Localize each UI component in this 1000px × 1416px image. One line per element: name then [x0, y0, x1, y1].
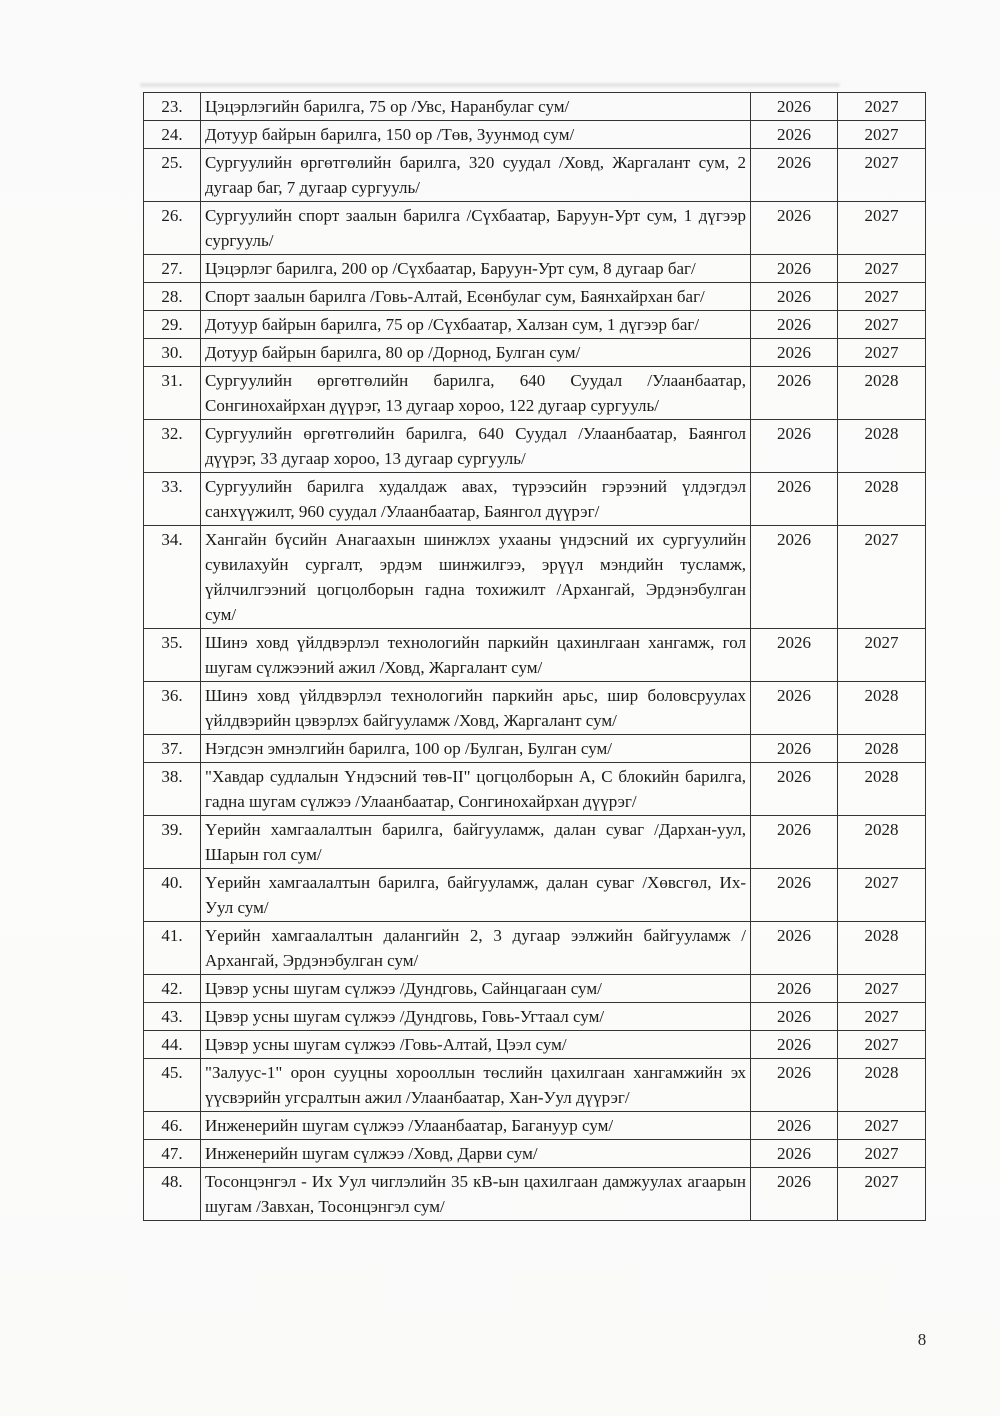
row-start-year: 2026	[751, 367, 838, 420]
row-description: Инженерийн шугам сүлжээ /Ховд, Дарви сум/	[201, 1140, 751, 1168]
row-number: 42.	[144, 975, 201, 1003]
row-start-year: 2026	[751, 339, 838, 367]
row-end-year: 2028	[838, 1059, 926, 1112]
row-number: 34.	[144, 526, 201, 629]
row-end-year: 2027	[838, 1140, 926, 1168]
table-row	[144, 1112, 926, 1140]
table-row	[144, 526, 926, 629]
row-number: 27.	[144, 255, 201, 283]
row-description: Спорт заалын барилга /Говь-Алтай, Есөнбулаг сум, Баянхайрхан баг/	[201, 283, 751, 311]
row-start-year: 2026	[751, 1003, 838, 1031]
table-row	[144, 629, 926, 682]
row-description: Хангайн бүсийн Анагаахын шинжлэх ухааны үндэсний их сургуулийн сувилахуйн сургалт, эрдэм шинжилгээ, эрүүл мэндийн тусламж, үйлчилгээний цогцолборын гадна тохижилт /Архангай, Эрдэнэбулган сум/	[201, 526, 751, 629]
row-number: 29.	[144, 311, 201, 339]
table-row	[144, 420, 926, 473]
row-start-year: 2026	[751, 975, 838, 1003]
row-number: 26.	[144, 202, 201, 255]
row-description: Дотуур байрын барилга, 80 ор /Дорнод, Булган сум/	[201, 339, 751, 367]
row-description: Шинэ ховд үйлдвэрлэл технологийн паркийн цахинлгаан хангамж, гол шугам сүлжээний ажил /Ховд, Жаргалант сум/	[201, 629, 751, 682]
row-number: 45.	[144, 1059, 201, 1112]
row-end-year: 2027	[838, 311, 926, 339]
row-start-year: 2026	[751, 283, 838, 311]
scan-artifact-line	[140, 83, 840, 87]
row-description: Шинэ ховд үйлдвэрлэл технологийн паркийн арьс, шир боловсруулах үйлдвэрийн цэвэрлэх байгууламж /Ховд, Жаргалант сум/	[201, 682, 751, 735]
row-start-year: 2026	[751, 311, 838, 339]
row-start-year: 2026	[751, 255, 838, 283]
projects-table-body	[144, 93, 926, 1221]
row-end-year: 2028	[838, 763, 926, 816]
table-row	[144, 339, 926, 367]
row-start-year: 2026	[751, 1059, 838, 1112]
row-number: 35.	[144, 629, 201, 682]
row-number: 40.	[144, 869, 201, 922]
row-number: 30.	[144, 339, 201, 367]
row-end-year: 2027	[838, 93, 926, 121]
projects-table	[143, 92, 926, 1221]
row-start-year: 2026	[751, 682, 838, 735]
page-number: 8	[917, 1330, 927, 1349]
table-row	[144, 311, 926, 339]
row-description: Үерийн хамгаалалтын далангийн 2, 3 дугаар ээлжийн байгууламж /Архангай, Эрдэнэбулган сум/	[201, 922, 751, 975]
row-end-year: 2027	[838, 1031, 926, 1059]
row-end-year: 2028	[838, 473, 926, 526]
row-start-year: 2026	[751, 526, 838, 629]
row-number: 28.	[144, 283, 201, 311]
row-end-year: 2027	[838, 1003, 926, 1031]
row-description: Сургуулийн өргөтгөлийн барилга, 640 Суудал /Улаанбаатар, Баянгол дүүрэг, 33 дугаар хороо, 13 дугаар сургууль/	[201, 420, 751, 473]
row-start-year: 2026	[751, 1168, 838, 1221]
table-row	[144, 1003, 926, 1031]
row-number: 46.	[144, 1112, 201, 1140]
table-row	[144, 869, 926, 922]
row-description: Цэвэр усны шугам сүлжээ /Дундговь, Сайнцагаан сум/	[201, 975, 751, 1003]
row-end-year: 2028	[838, 682, 926, 735]
table-row	[144, 975, 926, 1003]
row-description: Цэвэр усны шугам сүлжээ /Дундговь, Говь-Угтаал сум/	[201, 1003, 751, 1031]
table-row	[144, 922, 926, 975]
row-number: 43.	[144, 1003, 201, 1031]
row-description: Тосонцэнгэл - Их Уул чиглэлийн 35 кВ-ын цахилгаан дамжуулах агаарын шугам /Завхан, Тосонцэнгэл сум/	[201, 1168, 751, 1221]
row-end-year: 2027	[838, 283, 926, 311]
row-start-year: 2026	[751, 420, 838, 473]
row-description: Нэгдсэн эмнэлгийн барилга, 100 ор /Булган, Булган сум/	[201, 735, 751, 763]
table-row	[144, 1140, 926, 1168]
row-number: 33.	[144, 473, 201, 526]
row-start-year: 2026	[751, 93, 838, 121]
row-number: 44.	[144, 1031, 201, 1059]
row-description: Дотуур байрын барилга, 150 ор /Төв, Зуунмод сум/	[201, 121, 751, 149]
table-row	[144, 367, 926, 420]
row-end-year: 2027	[838, 255, 926, 283]
row-start-year: 2026	[751, 629, 838, 682]
row-start-year: 2026	[751, 121, 838, 149]
row-number: 41.	[144, 922, 201, 975]
row-start-year: 2026	[751, 202, 838, 255]
row-end-year: 2027	[838, 629, 926, 682]
row-number: 38.	[144, 763, 201, 816]
row-start-year: 2026	[751, 149, 838, 202]
table-row	[144, 1031, 926, 1059]
row-number: 36.	[144, 682, 201, 735]
row-description: Цэвэр усны шугам сүлжээ /Говь-Алтай, Цээл сум/	[201, 1031, 751, 1059]
row-number: 47.	[144, 1140, 201, 1168]
table-row	[144, 255, 926, 283]
row-end-year: 2028	[838, 922, 926, 975]
row-start-year: 2026	[751, 763, 838, 816]
row-description: Инженерийн шугам сүлжээ /Улаанбаатар, Багануур сум/	[201, 1112, 751, 1140]
row-end-year: 2027	[838, 975, 926, 1003]
row-end-year: 2028	[838, 816, 926, 869]
row-number: 24.	[144, 121, 201, 149]
row-number: 25.	[144, 149, 201, 202]
row-end-year: 2028	[838, 420, 926, 473]
row-end-year: 2027	[838, 121, 926, 149]
table-row	[144, 735, 926, 763]
row-start-year: 2026	[751, 869, 838, 922]
row-start-year: 2026	[751, 1031, 838, 1059]
row-end-year: 2027	[838, 149, 926, 202]
row-end-year: 2028	[838, 735, 926, 763]
row-end-year: 2027	[838, 526, 926, 629]
table-row	[144, 93, 926, 121]
row-end-year: 2027	[838, 1112, 926, 1140]
table-row	[144, 202, 926, 255]
row-description: Үерийн хамгаалалтын барилга, байгууламж, далан суваг /Дархан-уул, Шарын гол сум/	[201, 816, 751, 869]
row-description: Сургуулийн барилга худалдаж авах, түрээсийн гэрээний үлдэгдэл санхүүжилт, 960 суудал /Улаанбаатар, Баянгол дүүрэг/	[201, 473, 751, 526]
table-row	[144, 1059, 926, 1112]
row-number: 39.	[144, 816, 201, 869]
row-description: Үерийн хамгаалалтын барилга, байгууламж, далан суваг /Хөвсгөл, Их-Уул сум/	[201, 869, 751, 922]
table-row	[144, 682, 926, 735]
table-row	[144, 473, 926, 526]
row-start-year: 2026	[751, 473, 838, 526]
table-row	[144, 816, 926, 869]
row-end-year: 2027	[838, 869, 926, 922]
table-row	[144, 1168, 926, 1221]
row-number: 37.	[144, 735, 201, 763]
row-number: 23.	[144, 93, 201, 121]
row-description: Сургуулийн спорт заалын барилга /Сүхбаатар, Баруун-Урт сум, 1 дүгээр сургууль/	[201, 202, 751, 255]
table-row	[144, 121, 926, 149]
row-description: "Залуус-1" орон сууцны хорооллын төслийн цахилгаан хангамжийн эх үүсвэрийн угсралтын ажил /Улаанбаатар, Хан-Уул дүүрэг/	[201, 1059, 751, 1112]
row-start-year: 2026	[751, 816, 838, 869]
table-row	[144, 283, 926, 311]
row-number: 48.	[144, 1168, 201, 1221]
row-end-year: 2027	[838, 339, 926, 367]
row-end-year: 2027	[838, 202, 926, 255]
row-start-year: 2026	[751, 1112, 838, 1140]
row-start-year: 2026	[751, 922, 838, 975]
row-end-year: 2027	[838, 1168, 926, 1221]
row-start-year: 2026	[751, 735, 838, 763]
table-row	[144, 149, 926, 202]
row-description: Сургуулийн өргөтгөлийн барилга, 640 Суудал /Улаанбаатар, Сонгинохайрхан дүүрэг, 13 дугаар хороо, 122 дугаар сургууль/	[201, 367, 751, 420]
row-description: Сургуулийн өргөтгөлийн барилга, 320 суудал /Ховд, Жаргалант сум, 2 дугаар баг, 7 дугаар сургууль/	[201, 149, 751, 202]
row-description: Дотуур байрын барилга, 75 ор /Сүхбаатар, Халзан сум, 1 дүгээр баг/	[201, 311, 751, 339]
row-end-year: 2028	[838, 367, 926, 420]
row-description: Цэцэрлэгийн барилга, 75 ор /Увс, Наранбулаг сум/	[201, 93, 751, 121]
row-start-year: 2026	[751, 1140, 838, 1168]
row-description: "Хавдар судлалын Үндэсний төв-II" цогцолборын А, С блокийн барилга, гадна шугам сүлжээ /Улаанбаатар, Сонгинохайрхан дүүрэг/	[201, 763, 751, 816]
row-number: 31.	[144, 367, 201, 420]
table-row	[144, 763, 926, 816]
row-description: Цэцэрлэг барилга, 200 ор /Сүхбаатар, Баруун-Урт сум, 8 дугаар баг/	[201, 255, 751, 283]
row-number: 32.	[144, 420, 201, 473]
